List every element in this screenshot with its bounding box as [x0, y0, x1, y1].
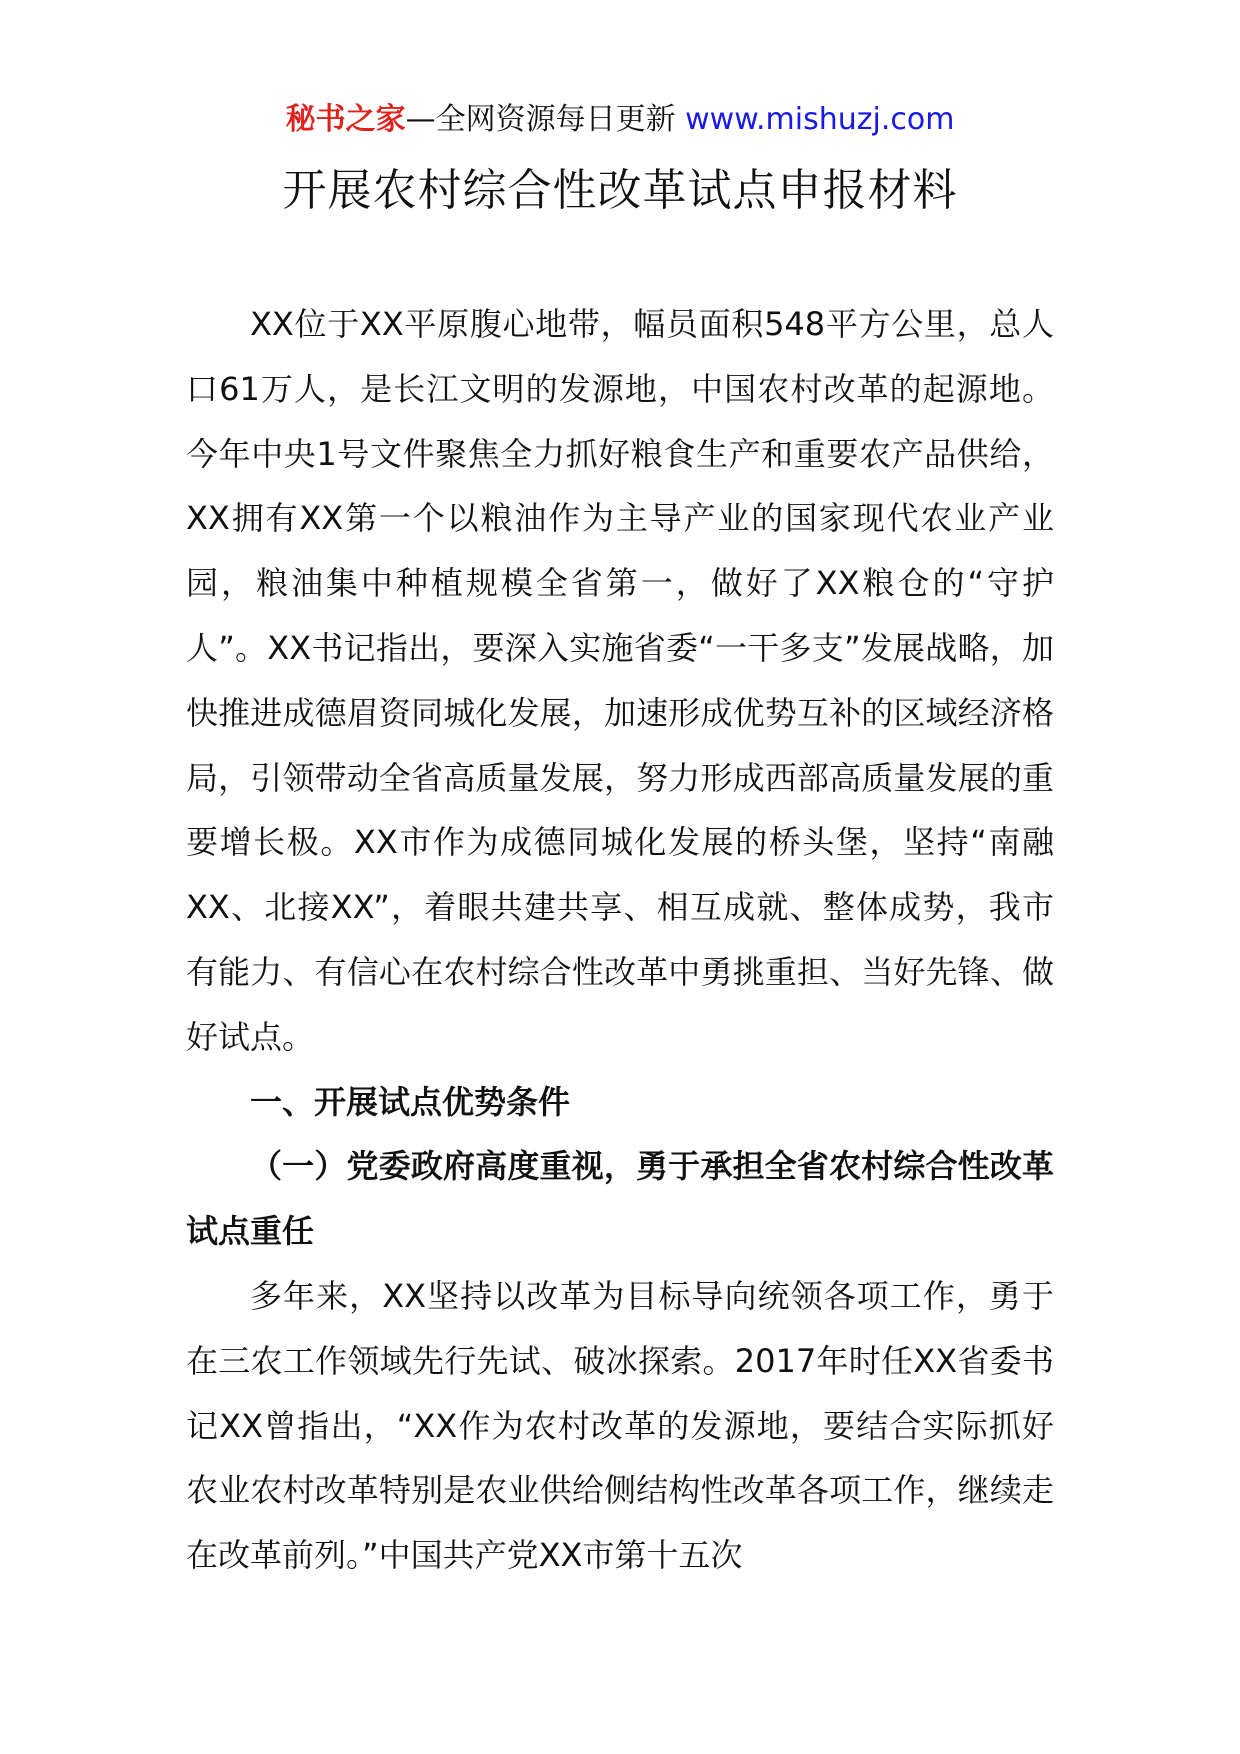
- intro-paragraph: XX位于XX平原腹心地带，幅员面积548平方公里，总人口61万人，是长江文明的发源地，中国农村改革的起源地。今年中央1号文件聚焦全力抓好粮食生产和重要农产品供给，XX拥有XX第一个以粮油作为主导产业的国家现代农业产业园，粮油集中种植规模全省第一，做好了XX粮仓的“守护人”。XX书记指出，要深入实施省委“一干多支”发展战略，加快推进成德眉资同城化发展，加速形成优势互补的区域经济格局，引领带动全省高质量发展，努力形成西部高质量发展的重要增长极。XX市作为成德同城化发展的桥头堡，坚持“南融XX、北接XX”，着眼共建共享、相互成就、整体成势，我市有能力、有信心在农村综合性改革中勇挑重担、当好先锋、做好试点。: [186, 305, 1054, 1056]
- header-banner: [0, 100, 1240, 140]
- document-body: [186, 292, 1054, 1588]
- document-title: 开展农村综合性改革试点申报材料: [282, 165, 958, 216]
- banner-tagline: —全网资源每日更新: [405, 102, 686, 137]
- subsection-heading: （一）党委政府高度重视，勇于承担全省农村综合性改革试点重任: [186, 1147, 1054, 1251]
- subsection-paragraph: 多年来，XX坚持以改革为目标导向统领各项工作，勇于在三农工作领域先行先试、破冰探索。2017年时任XX省委书记XX曾指出，“XX作为农村改革的发源地，要结合实际抓好农业农村改革特别是农业供给侧结构性改革各项工作，继续走在改革前列。”中国共产党XX市第十五次: [186, 1276, 1054, 1575]
- section-heading: 一、开展试点优势条件: [250, 1082, 571, 1121]
- brand-name: 秘书之家: [285, 102, 406, 137]
- website-link[interactable]: www.mishuzj.com: [685, 102, 955, 137]
